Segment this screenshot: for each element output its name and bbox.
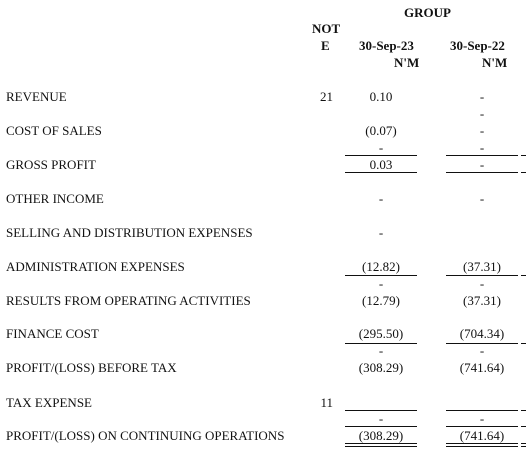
value-administration-2022: (37.31) (463, 259, 501, 274)
value-revenue-2022: - (479, 89, 485, 104)
value-other-income-2023: - (378, 191, 384, 206)
rule-admin-col3 (521, 275, 526, 276)
rule-admin-col1 (345, 275, 417, 276)
row-label-cost-of-sales: COST OF SALES (6, 123, 102, 138)
sub-dash-cost-2022: - (479, 140, 485, 155)
value-cost-of-sales-2022: - (479, 123, 485, 138)
value-operating-results-2022: (37.31) (463, 293, 501, 308)
rule-gross-profit-bottom-col1 (345, 172, 417, 173)
rule-continuing-top-col3 (521, 426, 526, 427)
col1-date-heading: 30-Sep-23 (359, 38, 414, 53)
rule-gross-profit-bottom-col2 (446, 172, 518, 173)
sub-dash-finance-2022: - (479, 343, 485, 358)
note-revenue: 21 (320, 89, 333, 104)
rule-finance-col2 (446, 343, 518, 344)
rule-gross-profit-top-col2 (446, 155, 518, 156)
note-heading-line1: NOT (312, 21, 341, 36)
value-profit-before-tax-2022: (741.64) (459, 360, 505, 375)
rule-continuing-double-col3 (521, 443, 526, 447)
rule-tax-col3 (521, 410, 526, 411)
note-tax-expense: 11 (320, 395, 333, 410)
value-selling-2023: - (378, 225, 384, 240)
sub-dash-tax-2022: - (479, 411, 485, 426)
sub-dash-admin-2023: - (378, 276, 384, 291)
value-operating-results-2023: (12.79) (362, 293, 400, 308)
col2-unit-heading: N'M (482, 55, 508, 70)
rule-gross-profit-bottom-col3 (521, 172, 526, 173)
value-finance-cost-2022: (704.34) (459, 326, 505, 341)
group-heading: GROUP (404, 5, 451, 20)
sub-dash-cost-2023: - (378, 140, 384, 155)
row-label-continuing-operations: PROFIT/(LOSS) ON CONTINUING OPERATIONS (6, 428, 285, 443)
rule-continuing-double-col2 (446, 443, 518, 447)
sub-dash-tax-2023: - (378, 411, 384, 426)
rule-finance-col1 (345, 343, 417, 344)
row-label-operating-results: RESULTS FROM OPERATING ACTIVITIES (6, 293, 251, 308)
sub-dash-admin-2022: - (479, 276, 485, 291)
value-other-income-2022: - (479, 191, 485, 206)
sub-dash-finance-2023: - (378, 343, 384, 358)
rule-finance-col3 (521, 343, 526, 344)
rule-gross-profit-top-col3 (521, 155, 526, 156)
value-profit-before-tax-2023: (308.29) (358, 360, 404, 375)
col2-date-heading: 30-Sep-22 (450, 38, 505, 53)
value-finance-cost-2023: (295.50) (358, 326, 404, 341)
row-label-revenue: REVENUE (6, 89, 67, 104)
rule-admin-col2 (446, 275, 518, 276)
row-label-selling-distribution: SELLING AND DISTRIBUTION EXPENSES (6, 225, 253, 240)
value-gross-profit-2023: 0.03 (369, 157, 393, 172)
rule-continuing-top-col1 (345, 426, 417, 427)
value-continuing-ops-2023: (308.29) (358, 428, 404, 443)
row-label-finance-cost: FINANCE COST (6, 326, 99, 341)
value-revenue-2023: 0.10 (369, 89, 393, 104)
rule-continuing-double-col1 (345, 443, 417, 447)
value-cost-of-sales-2023: (0.07) (365, 123, 397, 138)
sub-dash-revenue-2022: - (479, 106, 485, 121)
row-label-other-income: OTHER INCOME (6, 191, 104, 206)
rule-tax-col2 (446, 410, 518, 411)
row-label-tax-expense: TAX EXPENSE (6, 395, 92, 410)
row-label-profit-before-tax: PROFIT/(LOSS) BEFORE TAX (6, 360, 177, 375)
note-heading-line2: E (321, 38, 330, 53)
rule-gross-profit-top-col1 (345, 155, 417, 156)
value-gross-profit-2022: - (479, 157, 485, 172)
value-administration-2023: (12.82) (362, 259, 400, 274)
row-label-administration: ADMINISTRATION EXPENSES (6, 259, 185, 274)
rule-tax-col1 (345, 410, 417, 411)
col1-unit-heading: N'M (394, 55, 420, 70)
row-label-gross-profit: GROSS PROFIT (6, 157, 96, 172)
rule-continuing-top-col2 (446, 426, 518, 427)
value-continuing-ops-2022: (741.64) (459, 428, 505, 443)
